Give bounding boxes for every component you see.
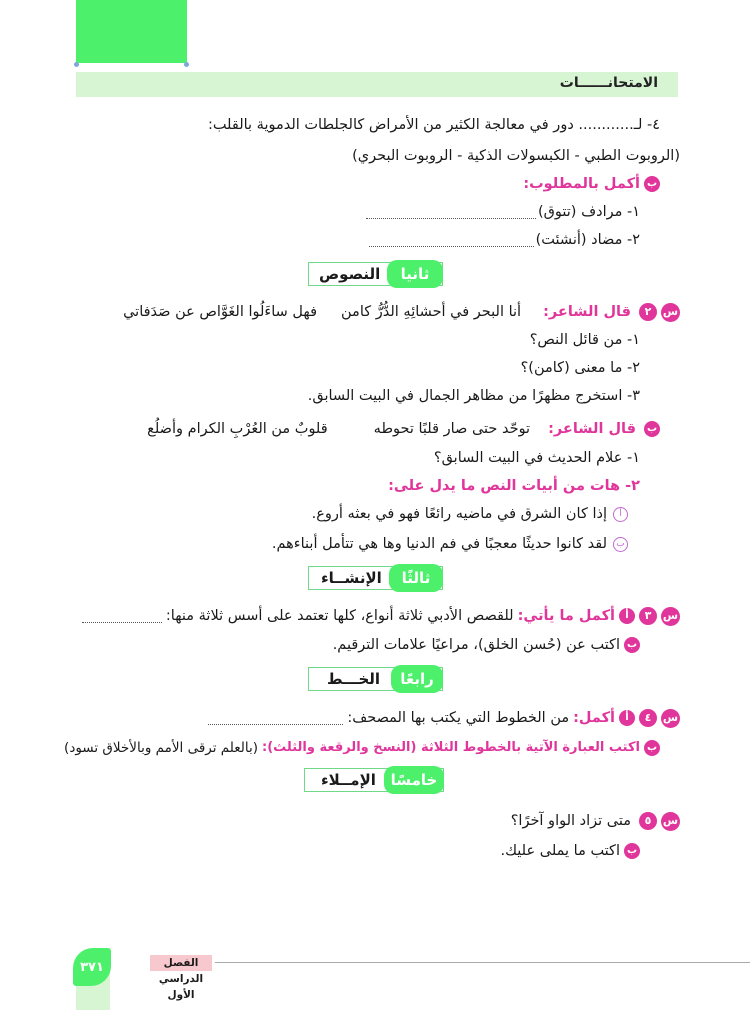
dictation-part-b <box>500 840 640 862</box>
section-2-header <box>308 262 443 288</box>
poem2-verse-right: توحّد حتى صار قلبًا تحوطه <box>373 421 531 437</box>
question-badge: س <box>661 812 680 831</box>
poem2-option-a: أ إذا كان الشرق في ماضيه رائعًا فهو في بعثه أروع. <box>312 503 628 525</box>
section-pill: رابعًا <box>391 665 443 693</box>
part-b-badge: ب <box>644 176 660 192</box>
poem2-verse-left: قلوبٌ من العُرْبِ الكرام وأضلُع <box>147 421 328 437</box>
page-number: ٣٧١ <box>73 948 111 986</box>
header-title: الامتحانــــــات <box>559 75 658 91</box>
poem2-q1: ١- علام الحديث في البيت السابق؟ <box>433 450 640 466</box>
question-badge: س <box>661 303 680 322</box>
q4-options: (الروبوت الطبي - الكبسولات الذكية - الروبوت البحري) <box>352 148 680 164</box>
poem2-label: قال الشاعر: <box>548 421 636 437</box>
q4-line: ٤- لـ............ دور في معالجة الكثير من الأمراض كالجلطات الدموية بالقلب: <box>207 117 660 133</box>
essay-a-label: أكمل ما يأتي: <box>517 608 615 624</box>
calligraphy-b-label: اكتب العبارة الآتية بالخطوط الثلاثة (النسخ والرقعة والثلث): <box>262 740 640 755</box>
complete-item-1: ١- مرادف (تتوق) <box>366 201 640 223</box>
calligraphy-part-b <box>64 737 660 759</box>
part-b-badge: ب <box>644 421 660 437</box>
poem1-verse-right: أنا البحر في أحشائِهِ الدُّرُّ كامن <box>341 304 522 320</box>
poem1-verse-left: فهل ساءَلُوا الغَوَّاص عن صَدَفاتي <box>123 304 318 320</box>
part-a-badge: أ <box>619 710 635 726</box>
part-b-badge: ب <box>644 740 660 756</box>
poem2-header <box>147 418 660 440</box>
essay-part-a <box>82 605 680 627</box>
poem2-option-b: ب لقد كانوا حديثًا معجبًا في فم الدنيا وها هي تتأمل أبناءهم. <box>272 533 628 555</box>
header-band <box>76 72 678 97</box>
section-4-header <box>308 667 443 693</box>
section-title: الخـــط <box>327 670 381 688</box>
answer-dots <box>366 206 536 219</box>
question-badge: س <box>661 607 680 626</box>
section-pill: خامسًا <box>384 766 444 794</box>
calligraphy-part-a <box>208 707 680 729</box>
footer-rule <box>215 962 750 963</box>
dictation-a-text: متى تزاد الواو آخرًا؟ <box>510 813 631 829</box>
complete-item-2: ٢- مضاد (أنشئت) <box>369 229 640 251</box>
poem1-q3: ٣- استخرج مظهرًا من مظاهر الجمال في البيت السابق. <box>307 388 640 404</box>
option-b-mark: ب <box>613 537 628 552</box>
complete-title: أكمل بالمطلوب: <box>523 176 640 192</box>
option-a-mark: أ <box>613 507 628 522</box>
section-pill: ثالثًا <box>389 564 443 592</box>
question-number-badge: ٢ <box>639 303 657 321</box>
section-title: الإمــلاء <box>321 771 376 789</box>
footer-label: الفصل الدراسي الأول <box>150 955 212 971</box>
calligraphy-b-text: (بالعلم ترقى الأمم وبالأخلاق تسود) <box>64 740 259 756</box>
part-b-badge: ب <box>624 843 640 859</box>
essay-a-text: للقصص الأدبي ثلاثة أنواع، كلها تعتمد على أسس ثلاثة منها: <box>165 608 514 624</box>
corner-dot <box>184 62 189 67</box>
section-pill: ثانيا <box>387 260 443 288</box>
poem1-q2: ٢- ما معنى (كامن)؟ <box>520 360 640 376</box>
part-b-badge: ب <box>624 637 640 653</box>
calligraphy-a-label: أكمل: <box>573 710 615 726</box>
complete-heading <box>523 173 660 195</box>
essay-part-b <box>333 634 640 656</box>
dictation-b-text: اكتب ما يملى عليك. <box>500 843 620 859</box>
question-number-badge: ٤ <box>639 709 657 727</box>
section-5-header <box>304 768 444 794</box>
part-a-badge: أ <box>619 608 635 624</box>
answer-dots <box>208 712 343 725</box>
question-number-badge: ٥ <box>639 812 657 830</box>
question-number-badge: ٣ <box>639 607 657 625</box>
answer-dots <box>82 610 162 623</box>
section-title: النصوص <box>319 265 381 283</box>
poem1-label: قال الشاعر: <box>543 304 631 320</box>
section-3-header <box>308 566 443 592</box>
poem1-header <box>123 301 680 323</box>
answer-dots <box>369 234 534 247</box>
poem2-q2: ٢- هات من أبيات النص ما يدل على: <box>388 478 640 494</box>
header-green-block <box>76 0 187 63</box>
poem1-q1: ١- من قائل النص؟ <box>529 332 640 348</box>
essay-b-text: اكتب عن (حُسن الخلق)، مراعيًا علامات الترقيم. <box>332 637 620 653</box>
calligraphy-a-text: من الخطوط التي يكتب بها المصحف: <box>347 710 570 726</box>
dictation-part-a <box>511 810 680 832</box>
question-badge: س <box>661 709 680 728</box>
corner-dot <box>74 62 79 67</box>
section-title: الإنشــاء <box>321 569 382 587</box>
